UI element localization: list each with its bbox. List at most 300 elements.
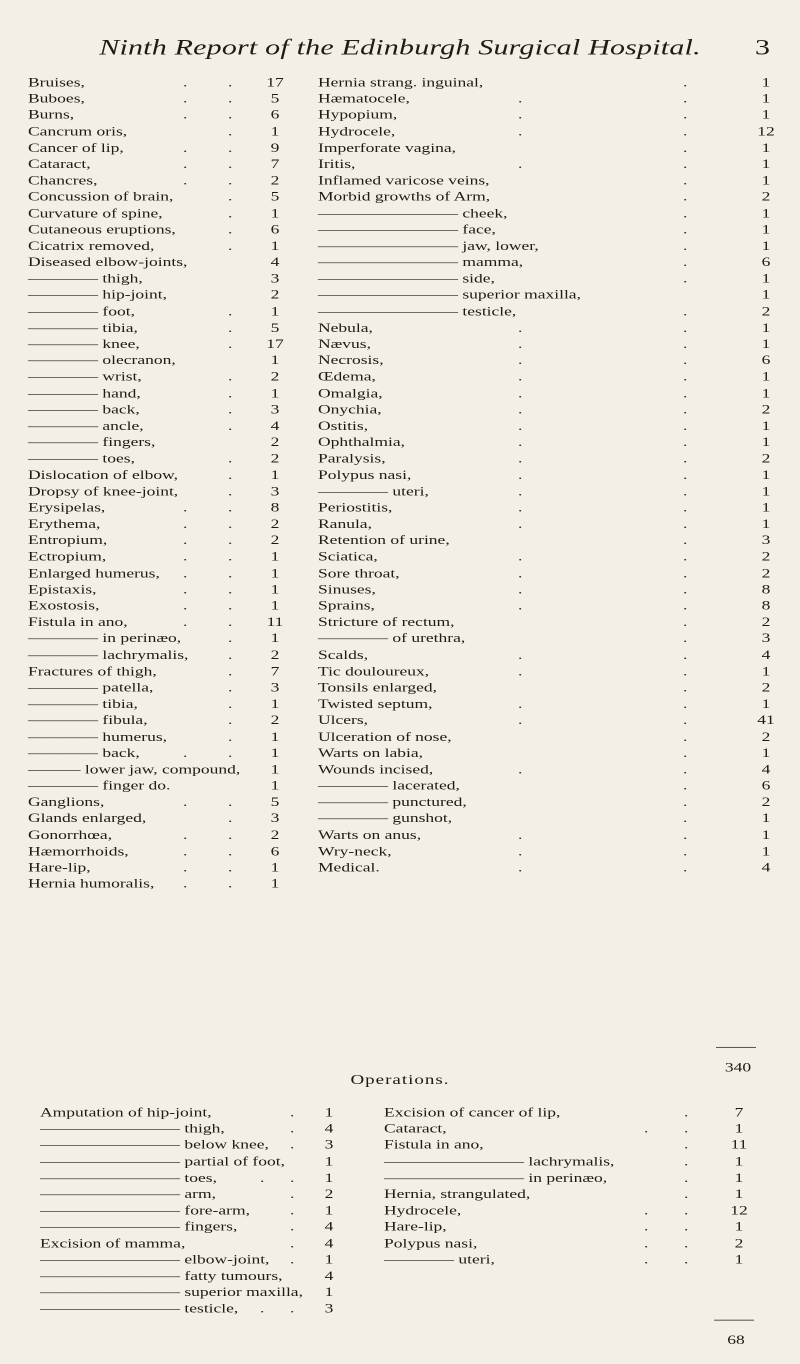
- list-item: [318, 450, 778, 466]
- leader-dot: .: [683, 352, 688, 368]
- list-item: [28, 663, 298, 679]
- leader-dot: .: [183, 826, 188, 842]
- entry-count: 1: [270, 385, 280, 401]
- entry-name: Inflamed varicose veins,: [318, 172, 490, 188]
- entry-name: Hare-lip,: [384, 1218, 447, 1234]
- leader-dot: .: [683, 418, 688, 433]
- entry-count: 1: [270, 630, 280, 646]
- leader-dot: .: [518, 467, 523, 482]
- leader-dot: .: [683, 270, 688, 286]
- leader-dot: .: [228, 663, 233, 679]
- list-item: [318, 385, 778, 401]
- list-item: [318, 352, 778, 368]
- list-item: [28, 319, 298, 335]
- list-item: [40, 1153, 340, 1169]
- leader-dot: .: [183, 859, 188, 875]
- list-item: [28, 646, 298, 662]
- entry-name: ———— olecranon,: [28, 352, 176, 368]
- leader-dot: .: [683, 696, 688, 711]
- entry-count: 1: [270, 205, 280, 221]
- entry-name: ———— hip-joint,: [28, 287, 168, 302]
- leader-dot: .: [183, 90, 188, 106]
- leader-dot: .: [683, 401, 688, 417]
- entry-count: 17: [266, 336, 284, 351]
- entry-name: ———————— testicle,: [318, 303, 517, 319]
- entry-name: Chancres,: [28, 172, 98, 188]
- list-item: [318, 139, 778, 155]
- entry-count: 4: [270, 418, 280, 433]
- entry-name: ———— fingers,: [28, 434, 156, 450]
- entry-name: Sinuses,: [318, 581, 376, 597]
- leader-dot: .: [683, 647, 688, 662]
- list-item: [40, 1251, 340, 1267]
- entry-name: ———— fibula,: [28, 712, 148, 728]
- entry-name: ———————— fingers,: [40, 1218, 238, 1234]
- leader-dot: .: [228, 107, 233, 122]
- list-item: [40, 1218, 340, 1234]
- entry-count: 2: [270, 368, 280, 384]
- leader-dot: .: [228, 483, 233, 499]
- leader-dot: .: [228, 876, 233, 891]
- list-item: [318, 761, 778, 777]
- list-item: [318, 270, 778, 286]
- entry-count: 1: [761, 336, 771, 351]
- list-item: [318, 794, 778, 810]
- leader-dot: .: [683, 303, 688, 319]
- leader-dot: .: [683, 777, 688, 793]
- entry-name: Cancer of lip,: [28, 139, 124, 155]
- list-item: [384, 1235, 784, 1251]
- leader-dot: .: [228, 810, 233, 826]
- list-item: [318, 515, 778, 531]
- entry-name: Polypus nasi,: [318, 467, 412, 482]
- list-item: [318, 499, 778, 515]
- entry-count: 1: [761, 139, 771, 155]
- leader-dot: .: [683, 221, 688, 237]
- entry-name: ———————— superior maxilla,: [318, 287, 581, 302]
- list-item: [28, 466, 298, 482]
- list-item: [28, 368, 298, 384]
- leader-dot: .: [228, 679, 233, 695]
- list-item: [384, 1251, 784, 1267]
- entry-count: 6: [270, 843, 280, 859]
- list-item: [28, 74, 298, 90]
- leader-dot: .: [683, 565, 688, 580]
- entry-name: Fractures of thigh,: [28, 663, 157, 679]
- entry-count: 2: [761, 548, 771, 564]
- entry-count: 1: [761, 287, 771, 302]
- list-item: [28, 532, 298, 548]
- entry-count: 1: [761, 483, 771, 499]
- list-item: [28, 172, 298, 188]
- entry-name: Cutaneous eruptions,: [28, 221, 176, 237]
- list-item: [28, 499, 298, 515]
- entry-name: ———— ancle,: [28, 418, 144, 433]
- leader-dot: .: [228, 205, 233, 221]
- entry-name: Imperforate vagina,: [318, 139, 456, 155]
- entry-name: ———— lacerated,: [318, 777, 460, 793]
- entry-name: Hernia, strangulated,: [384, 1186, 531, 1202]
- entry-count: 12: [757, 123, 775, 139]
- leader-dot: .: [683, 139, 688, 155]
- list-item: [318, 221, 778, 237]
- leader-dot: .: [183, 581, 188, 597]
- entry-count: 3: [270, 810, 280, 826]
- entry-count: 1: [761, 221, 771, 237]
- list-item: [28, 859, 298, 875]
- leader-dot: .: [228, 368, 233, 384]
- leader-dot: .: [644, 1251, 649, 1267]
- list-item: [384, 1104, 784, 1120]
- list-item: [40, 1120, 340, 1136]
- list-item: [318, 303, 778, 319]
- entry-name: Medical.: [318, 859, 380, 875]
- leader-dot: .: [683, 254, 688, 270]
- entry-name: ———————— side,: [318, 270, 495, 286]
- leader-dot: .: [228, 450, 233, 466]
- leader-dot: .: [228, 712, 233, 728]
- entry-count: 17: [266, 74, 284, 90]
- list-item: [318, 90, 778, 106]
- entry-count: 2: [761, 188, 771, 204]
- leader-dot: .: [290, 1169, 295, 1185]
- entry-name: Cicatrix removed,: [28, 238, 155, 253]
- list-item: [318, 106, 778, 122]
- leader-dot: .: [518, 352, 523, 368]
- entry-count: 1: [270, 581, 280, 597]
- leader-dot: .: [684, 1137, 689, 1152]
- operations-left-column: [40, 1104, 340, 1317]
- leader-dot: .: [683, 90, 688, 106]
- entry-count: 6: [761, 777, 771, 793]
- list-item: [28, 254, 298, 270]
- leader-dot: .: [683, 663, 688, 679]
- leader-dot: .: [518, 418, 523, 433]
- entry-count: 2: [761, 614, 771, 630]
- entry-count: 1: [761, 696, 771, 711]
- leader-dot: .: [683, 614, 688, 630]
- entry-name: Ostitis,: [318, 418, 369, 433]
- leader-dot: .: [684, 1202, 689, 1218]
- list-item: [28, 106, 298, 122]
- list-item: [384, 1120, 784, 1136]
- leader-dot: .: [683, 728, 688, 744]
- entry-count: 2: [270, 516, 280, 531]
- list-item: [318, 286, 778, 302]
- list-item: [28, 123, 298, 139]
- entry-count: 4: [324, 1120, 334, 1136]
- entry-count: 2: [270, 287, 280, 302]
- list-item: [318, 434, 778, 450]
- leader-dot: .: [183, 139, 188, 155]
- entry-count: 3: [324, 1137, 334, 1152]
- entry-name: Morbid growths of Arm,: [318, 188, 491, 204]
- leader-dot: .: [518, 90, 523, 106]
- leader-dot: .: [683, 516, 688, 531]
- list-item: [28, 335, 298, 351]
- leader-dot: .: [683, 123, 688, 139]
- entry-name: ———————— below knee,: [40, 1137, 269, 1152]
- leader-dot: .: [183, 876, 188, 891]
- list-item: [28, 417, 298, 433]
- entry-count: 3: [324, 1300, 334, 1316]
- entry-name: Exostosis,: [28, 597, 100, 613]
- entry-count: 4: [324, 1235, 334, 1251]
- entry-count: 2: [761, 679, 771, 695]
- leader-dot: .: [683, 499, 688, 515]
- entry-count: 2: [270, 712, 280, 728]
- entry-name: ———————— lachrymalis,: [384, 1153, 615, 1169]
- leader-dot: .: [683, 336, 688, 351]
- leader-dot: .: [644, 1120, 649, 1136]
- entry-count: 1: [761, 270, 771, 286]
- leader-dot: .: [228, 90, 233, 106]
- leader-dot: .: [644, 1218, 649, 1234]
- entry-name: ———————— thigh,: [40, 1120, 225, 1136]
- list-item: [28, 695, 298, 711]
- list-item: [28, 875, 298, 891]
- entry-count: 2: [761, 794, 771, 810]
- entry-name: Hæmorrhoids,: [28, 843, 129, 859]
- leader-dot: .: [228, 826, 233, 842]
- leader-dot: .: [260, 1300, 265, 1316]
- leader-dot: .: [228, 565, 233, 580]
- list-item: [28, 843, 298, 859]
- entry-count: 3: [270, 483, 280, 499]
- entry-count: 9: [270, 139, 280, 155]
- list-item: [318, 532, 778, 548]
- list-item: [28, 450, 298, 466]
- entry-name: Sore throat,: [318, 565, 400, 580]
- leader-dot: .: [518, 581, 523, 597]
- entry-count: 1: [761, 663, 771, 679]
- entry-count: 2: [761, 401, 771, 417]
- entry-count: 1: [761, 418, 771, 433]
- leader-dot: .: [290, 1251, 295, 1267]
- leader-dot: .: [683, 679, 688, 695]
- entry-count: 1: [270, 696, 280, 711]
- entry-name: Entropium,: [28, 532, 108, 548]
- list-item: [40, 1104, 340, 1120]
- leader-dot: .: [683, 74, 688, 90]
- list-item: [384, 1153, 784, 1169]
- entry-count: 1: [761, 516, 771, 531]
- entry-name: ———— thigh,: [28, 270, 143, 286]
- entry-count: 41: [757, 712, 775, 728]
- leader-dot: .: [518, 385, 523, 401]
- list-item: [318, 695, 778, 711]
- entry-count: 1: [761, 238, 771, 253]
- leader-dot: .: [183, 516, 188, 531]
- operations-heading: Operations.: [350, 1072, 450, 1088]
- entry-name: Tic douloureux,: [318, 663, 430, 679]
- entry-count: 2: [761, 728, 771, 744]
- entry-count: 5: [270, 90, 280, 106]
- leader-dot: .: [228, 221, 233, 237]
- entry-count: 7: [270, 663, 280, 679]
- entry-count: 1: [734, 1186, 744, 1202]
- entry-count: 2: [761, 565, 771, 580]
- entry-count: 1: [270, 745, 280, 760]
- leader-dot: .: [684, 1104, 689, 1120]
- leader-dot: .: [228, 401, 233, 417]
- list-item: [318, 205, 778, 221]
- leader-dot: .: [518, 336, 523, 351]
- list-item: [28, 90, 298, 106]
- entry-count: 1: [761, 368, 771, 384]
- entry-count: 1: [761, 205, 771, 221]
- leader-dot: .: [228, 499, 233, 515]
- entry-count: 1: [761, 810, 771, 826]
- list-item: [318, 614, 778, 630]
- entry-count: 4: [761, 761, 771, 777]
- list-item: [28, 434, 298, 450]
- leader-dot: .: [228, 794, 233, 810]
- entry-name: ———— tibia,: [28, 319, 138, 335]
- entry-count: 8: [761, 597, 771, 613]
- entry-name: ———————— arm,: [40, 1186, 216, 1202]
- leader-dot: .: [518, 434, 523, 450]
- entry-name: Dropsy of knee-joint,: [28, 483, 179, 499]
- leader-dot: .: [228, 188, 233, 204]
- leader-dot: .: [683, 188, 688, 204]
- entry-name: Amputation of hip-joint,: [40, 1104, 212, 1120]
- entry-name: Nævus,: [318, 336, 371, 351]
- list-item: [318, 319, 778, 335]
- entry-count: 1: [761, 745, 771, 760]
- entry-count: 5: [270, 794, 280, 810]
- entry-name: Hydrocele,: [384, 1202, 462, 1218]
- entry-name: Wounds incised,: [318, 761, 434, 777]
- list-item: [40, 1267, 340, 1283]
- leader-dot: .: [228, 630, 233, 646]
- list-item: [384, 1169, 784, 1185]
- leader-dot: .: [228, 139, 233, 155]
- leader-dot: .: [228, 859, 233, 875]
- entry-name: Nebula,: [318, 319, 373, 335]
- entry-name: ———— uteri,: [318, 483, 429, 499]
- list-item: [384, 1136, 784, 1152]
- entry-count: 1: [761, 107, 771, 122]
- operations-total-rule: [714, 1320, 754, 1321]
- leader-dot: .: [228, 156, 233, 172]
- leader-dot: .: [260, 1169, 265, 1185]
- leader-dot: .: [290, 1120, 295, 1136]
- entry-name: ———— lachrymalis,: [28, 647, 189, 662]
- leader-dot: .: [183, 843, 188, 859]
- entry-name: Erysipelas,: [28, 499, 106, 515]
- entry-count: 1: [734, 1218, 744, 1234]
- entry-count: 2: [761, 303, 771, 319]
- leader-dot: .: [228, 319, 233, 335]
- leader-dot: .: [290, 1235, 295, 1251]
- entry-count: 2: [270, 172, 280, 188]
- list-item: [384, 1202, 784, 1218]
- leader-dot: .: [644, 1235, 649, 1251]
- leader-dot: .: [683, 843, 688, 859]
- leader-dot: .: [518, 123, 523, 139]
- entry-count: 7: [270, 156, 280, 172]
- entry-name: Ectropium,: [28, 548, 107, 564]
- entry-count: 2: [324, 1186, 334, 1202]
- entry-name: Hernia strang. inguinal,: [318, 74, 484, 90]
- entry-name: Dislocation of elbow,: [28, 467, 179, 482]
- list-item: [318, 417, 778, 433]
- entry-count: 1: [761, 172, 771, 188]
- entry-name: Concussion of brain,: [28, 188, 174, 204]
- entry-count: 1: [270, 761, 280, 777]
- leader-dot: .: [183, 548, 188, 564]
- entry-count: 4: [761, 647, 771, 662]
- list-item: [28, 483, 298, 499]
- leader-dot: .: [228, 647, 233, 662]
- entry-name: Excision of mamma,: [40, 1235, 186, 1251]
- entry-name: Sciatica,: [318, 548, 378, 564]
- leader-dot: .: [228, 843, 233, 859]
- entry-count: 1: [761, 434, 771, 450]
- entry-name: ———— in perinæo,: [28, 630, 182, 646]
- leader-dot: .: [518, 761, 523, 777]
- entry-name: ———— punctured,: [318, 794, 467, 810]
- entry-count: 1: [761, 156, 771, 172]
- list-item: [40, 1284, 340, 1300]
- entry-count: 1: [324, 1169, 334, 1185]
- entry-name: Buboes,: [28, 90, 85, 106]
- leader-dot: .: [518, 712, 523, 728]
- entry-name: Iritis,: [318, 156, 356, 172]
- entry-count: 4: [270, 254, 280, 270]
- entry-count: 6: [761, 352, 771, 368]
- list-item: [318, 679, 778, 695]
- leader-dot: .: [684, 1169, 689, 1185]
- list-item: [28, 728, 298, 744]
- entry-count: 4: [324, 1268, 334, 1283]
- list-item: [28, 221, 298, 237]
- entry-count: 6: [270, 107, 280, 122]
- diseases-right-column: [318, 74, 778, 876]
- entry-name: ——— lower jaw, compound,: [28, 761, 241, 777]
- list-item: [28, 205, 298, 221]
- leader-dot: .: [683, 368, 688, 384]
- leader-dot: .: [228, 581, 233, 597]
- entry-count: 5: [270, 188, 280, 204]
- entry-name: Ganglions,: [28, 794, 105, 810]
- entry-name: ———————— in perinæo,: [384, 1169, 608, 1185]
- leader-dot: .: [183, 499, 188, 515]
- entry-count: 1: [324, 1284, 334, 1300]
- operations-right-column: [384, 1104, 784, 1268]
- entry-name: Fistula in ano,: [28, 614, 128, 630]
- leader-dot: .: [683, 761, 688, 777]
- entry-name: Excision of cancer of lip,: [384, 1104, 561, 1120]
- entry-count: 2: [761, 450, 771, 466]
- leader-dot: .: [518, 696, 523, 711]
- leader-dot: .: [684, 1251, 689, 1267]
- entry-count: 1: [761, 843, 771, 859]
- leader-dot: .: [518, 499, 523, 515]
- list-item: [28, 237, 298, 253]
- list-item: [28, 679, 298, 695]
- list-item: [318, 826, 778, 842]
- entry-name: Burns,: [28, 107, 75, 122]
- entry-count: 1: [734, 1120, 744, 1136]
- leader-dot: .: [290, 1218, 295, 1234]
- entry-name: ———— hand,: [28, 385, 141, 401]
- leader-dot: .: [183, 745, 188, 760]
- leader-dot: .: [683, 581, 688, 597]
- entry-count: 8: [270, 499, 280, 515]
- entry-name: Periostitis,: [318, 499, 393, 515]
